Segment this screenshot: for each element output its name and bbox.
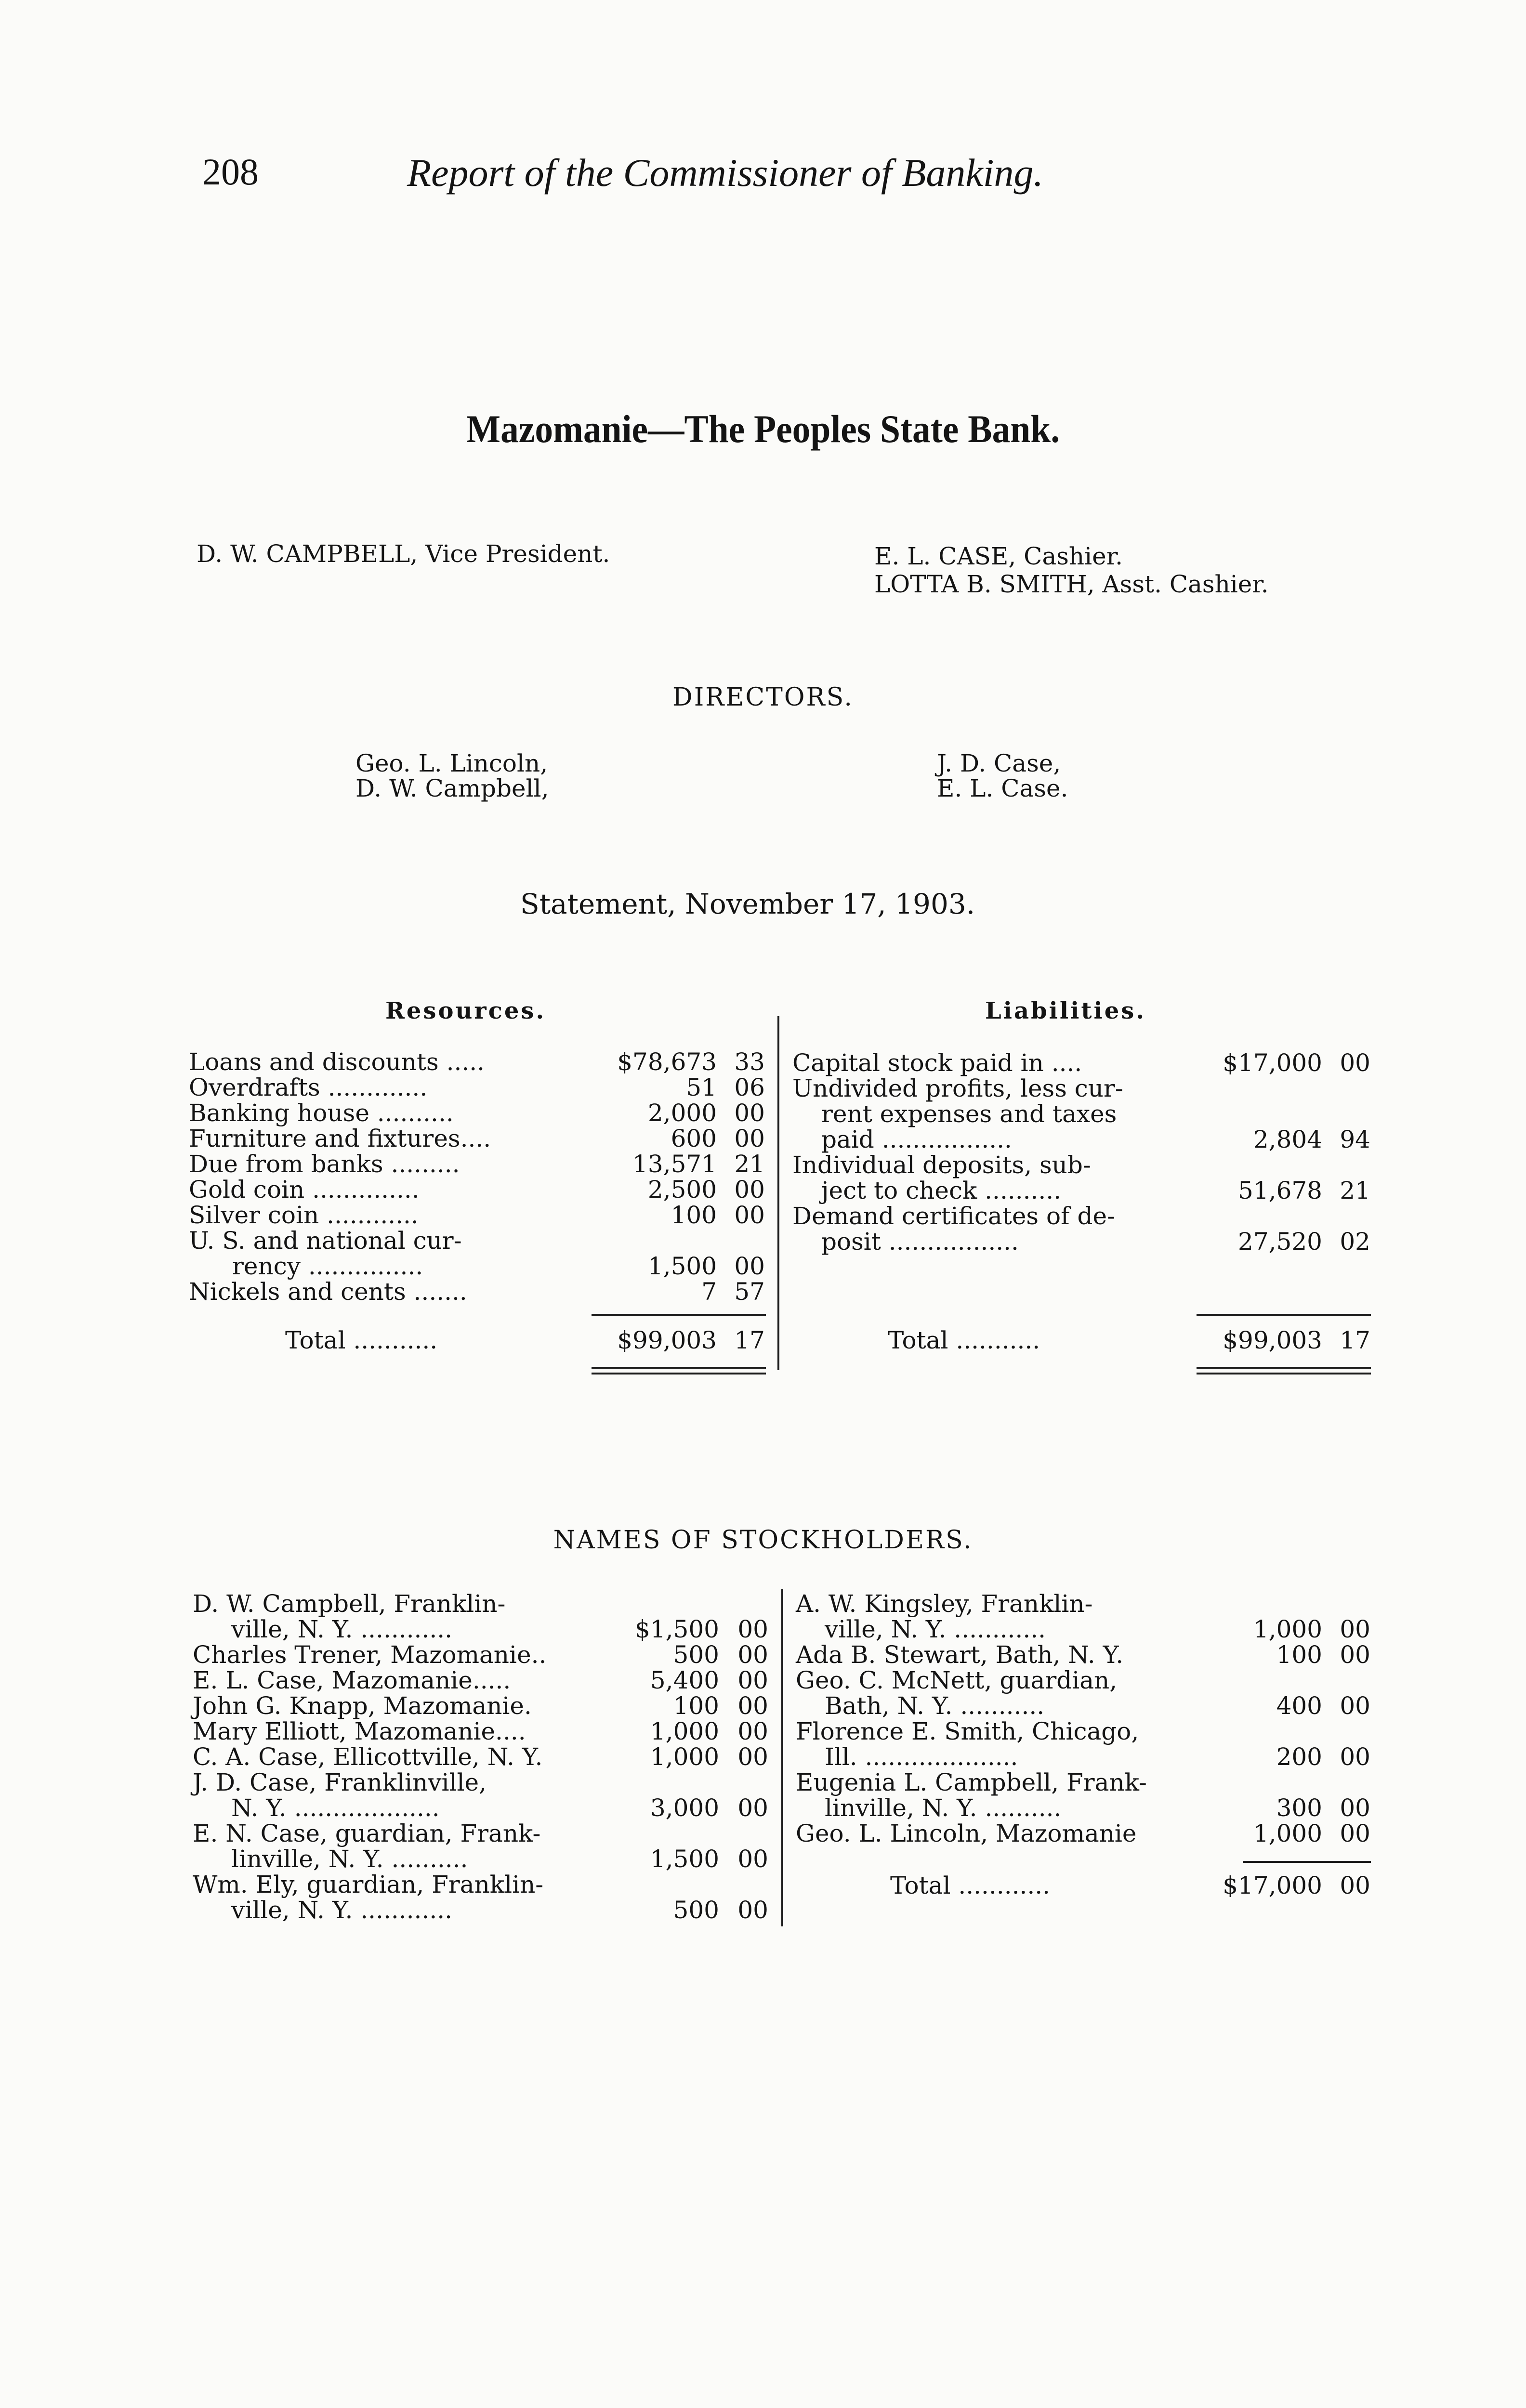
row-cents: 00	[1340, 1794, 1370, 1822]
row-label: E. N. Case, guardian, Frank-	[193, 1819, 541, 1847]
row-label: linville, N. Y. ..........	[231, 1845, 468, 1873]
row-label: Capital stock paid in ....	[792, 1049, 1082, 1077]
row-label: Eugenia L. Campbell, Frank-	[796, 1768, 1147, 1796]
row-label: J. D. Case, Franklinville,	[193, 1768, 487, 1796]
table-row	[0, 1048, 1526, 1077]
row-dollars: 1,000	[1253, 1615, 1322, 1643]
total-cents: 00	[1340, 1871, 1370, 1899]
row-label: Loans and discounts .....	[189, 1048, 485, 1076]
table-row	[0, 1898, 1526, 1923]
row-cents: 21	[734, 1150, 765, 1178]
total-cents: 17	[734, 1326, 765, 1354]
row-cents: 00	[737, 1615, 768, 1643]
row-label: Geo. C. McNett, guardian,	[796, 1666, 1118, 1694]
table-row	[0, 1770, 1526, 1795]
table-row	[0, 1099, 1526, 1128]
row-dollars: 100	[671, 1201, 717, 1229]
resources-double-rule-2	[592, 1373, 766, 1374]
row-dollars: 5,400	[650, 1666, 719, 1694]
row-label: Wm. Ely, guardian, Franklin-	[193, 1871, 544, 1898]
row-label: Silver coin ............	[189, 1201, 419, 1229]
row-label: D. W. Campbell, Franklin-	[193, 1590, 506, 1618]
total-dollars: $17,000	[1223, 1871, 1322, 1899]
table-row	[0, 1847, 1526, 1872]
row-label: Ada B. Stewart, Bath, N. Y.	[796, 1641, 1124, 1669]
row-label: ville, N. Y. ............	[231, 1896, 453, 1924]
row-label: Overdrafts .............	[189, 1073, 428, 1101]
row-label: Geo. L. Lincoln, Mazomanie	[796, 1819, 1137, 1847]
table-row	[0, 1719, 1526, 1744]
row-cents: 94	[1340, 1125, 1370, 1153]
bank-title: Mazomanie—The Peoples State Bank.	[466, 407, 1060, 451]
director-left-2: D. W. Campbell,	[355, 774, 549, 802]
row-dollars: $17,000	[1223, 1049, 1322, 1077]
row-cents: 00	[1340, 1615, 1370, 1643]
table-row	[0, 1668, 1526, 1693]
table-row	[0, 1073, 1526, 1102]
liabilities-double-rule-2	[1197, 1373, 1371, 1374]
row-dollars: 1,000	[1253, 1819, 1322, 1847]
row-dollars: 7	[701, 1278, 717, 1306]
row-label: Individual deposits, sub-	[792, 1151, 1091, 1179]
row-cents: 00	[1340, 1819, 1370, 1847]
row-cents: 00	[737, 1641, 768, 1669]
row-label: N. Y. ...................	[231, 1794, 440, 1822]
officer-asst-cashier: LOTTA B. SMITH, Asst. Cashier.	[874, 570, 1269, 598]
liabilities-double-rule-1	[1197, 1367, 1371, 1369]
total-cents: 17	[1340, 1326, 1370, 1354]
table-row	[0, 1254, 1526, 1279]
stockholders-total-rule	[1243, 1861, 1371, 1863]
row-cents: 00	[734, 1125, 765, 1152]
row-cents: 00	[734, 1252, 765, 1280]
row-label: Undivided profits, less cur-	[792, 1074, 1123, 1102]
row-dollars: $78,673	[617, 1048, 717, 1076]
row-label: Mary Elliott, Mazomanie....	[193, 1717, 526, 1745]
row-cents: 00	[734, 1176, 765, 1204]
row-dollars: 1,500	[650, 1845, 719, 1873]
row-label: Nickels and cents .......	[189, 1278, 467, 1306]
row-cents: 00	[1340, 1743, 1370, 1771]
row-label: Bath, N. Y. ...........	[825, 1692, 1045, 1720]
row-label: Due from banks .........	[189, 1150, 460, 1178]
row-dollars: 100	[1276, 1641, 1322, 1669]
table-row	[0, 1280, 1526, 1305]
row-label: Demand certificates of de-	[792, 1202, 1115, 1230]
row-label: rent expenses and taxes	[821, 1100, 1117, 1128]
row-cents: 00	[737, 1845, 768, 1873]
row-dollars: 27,520	[1238, 1228, 1322, 1256]
director-right-2: E. L. Case.	[937, 774, 1068, 802]
table-row	[0, 1201, 1526, 1230]
resources-heading: Resources.	[385, 997, 546, 1024]
total-row	[0, 1328, 1526, 1353]
table-row	[0, 1821, 1526, 1846]
table-row	[0, 1617, 1526, 1642]
row-label: C. A. Case, Ellicottville, N. Y.	[193, 1743, 543, 1771]
liabilities-total-rule	[1197, 1314, 1371, 1316]
row-dollars: 1,000	[650, 1717, 719, 1745]
row-label: Florence E. Smith, Chicago,	[796, 1717, 1139, 1745]
officer-vice-president: D. W. CAMPBELL, Vice President.	[197, 540, 610, 568]
row-cents: 00	[737, 1666, 768, 1694]
row-label: paid .................	[821, 1125, 1012, 1153]
table-row	[0, 1745, 1526, 1770]
row-dollars: 2,804	[1253, 1125, 1322, 1153]
row-cents: 00	[737, 1717, 768, 1745]
row-label: John G. Knapp, Mazomanie.	[193, 1692, 532, 1720]
total-dollars: $99,003	[1223, 1326, 1322, 1354]
row-cents: 33	[734, 1048, 765, 1076]
row-dollars: 3,000	[650, 1794, 719, 1822]
row-cents: 00	[737, 1896, 768, 1924]
row-label: ville, N. Y. ............	[231, 1615, 453, 1643]
row-dollars: 400	[1276, 1692, 1322, 1720]
officer-cashier: E. L. CASE, Cashier.	[874, 542, 1123, 570]
row-cents: 00	[737, 1692, 768, 1720]
table-row	[0, 1796, 1526, 1821]
table-row	[0, 1643, 1526, 1668]
row-cents: 00	[1340, 1049, 1370, 1077]
row-dollars: 2,500	[647, 1176, 717, 1204]
row-label: Ill. ....................	[825, 1743, 1018, 1771]
total-label: Total ...........	[285, 1326, 438, 1354]
resources-total-rule	[592, 1314, 766, 1316]
stockholders-heading: NAMES OF STOCKHOLDERS.	[553, 1526, 973, 1555]
row-label: ville, N. Y. ............	[825, 1615, 1046, 1643]
row-label: rency ...............	[232, 1252, 423, 1280]
row-label: Furniture and fixtures....	[189, 1125, 491, 1152]
row-cents: 00	[734, 1201, 765, 1229]
row-dollars: 51,678	[1238, 1177, 1322, 1204]
row-dollars: 13,571	[632, 1150, 717, 1178]
table-row	[0, 1178, 1526, 1204]
row-label: E. L. Case, Mazomanie.....	[193, 1666, 511, 1694]
table-row	[0, 1227, 1526, 1256]
row-label: Banking house ..........	[189, 1099, 454, 1127]
statement-title: Statement, November 17, 1903.	[520, 888, 975, 920]
row-cents: 06	[734, 1073, 765, 1101]
directors-heading: DIRECTORS.	[672, 683, 854, 712]
row-dollars: 200	[1276, 1743, 1322, 1771]
resources-double-rule-1	[592, 1367, 766, 1369]
total-row	[0, 1873, 1526, 1898]
row-dollars: 1,000	[650, 1743, 719, 1771]
total-label: Total ............	[890, 1871, 1051, 1899]
statement-divider	[777, 1016, 779, 1370]
table-row	[0, 1150, 1526, 1179]
running-title: Report of the Commissioner of Banking.	[407, 151, 1044, 195]
row-label: Gold coin ..............	[189, 1176, 420, 1204]
total-dollars: $99,003	[617, 1326, 717, 1354]
director-right-1: J. D. Case,	[937, 749, 1061, 777]
row-cents: 00	[1340, 1692, 1370, 1720]
row-dollars: $1,500	[635, 1615, 719, 1643]
row-label: posit .................	[821, 1228, 1019, 1256]
row-dollars: 600	[671, 1125, 717, 1152]
table-row	[0, 1592, 1526, 1617]
row-label: U. S. and national cur-	[189, 1227, 462, 1255]
stockholders-divider	[781, 1589, 783, 1926]
row-dollars: 51	[686, 1073, 717, 1101]
row-dollars: 1,500	[647, 1252, 717, 1280]
row-cents: 00	[734, 1099, 765, 1127]
row-cents: 00	[1340, 1641, 1370, 1669]
row-label: linville, N. Y. ..........	[825, 1794, 1062, 1822]
table-row	[0, 1694, 1526, 1719]
row-label: A. W. Kingsley, Franklin-	[796, 1590, 1093, 1618]
row-dollars: 500	[673, 1896, 719, 1924]
row-label: ject to check ..........	[821, 1177, 1062, 1204]
row-dollars: 300	[1276, 1794, 1322, 1822]
row-label: Charles Trener, Mazomanie..	[193, 1641, 547, 1669]
row-dollars: 100	[673, 1692, 719, 1720]
row-dollars: 500	[673, 1641, 719, 1669]
liabilities-heading: Liabilities.	[985, 997, 1146, 1024]
total-label: Total ...........	[888, 1326, 1040, 1354]
row-cents: 02	[1340, 1228, 1370, 1256]
row-dollars: 2,000	[647, 1099, 717, 1127]
row-cents: 21	[1340, 1177, 1370, 1204]
table-row	[0, 1127, 1526, 1152]
director-left-1: Geo. L. Lincoln,	[355, 749, 548, 777]
page-number: 208	[202, 151, 259, 193]
row-cents: 00	[737, 1743, 768, 1771]
row-cents: 57	[734, 1278, 765, 1306]
row-cents: 00	[737, 1794, 768, 1822]
